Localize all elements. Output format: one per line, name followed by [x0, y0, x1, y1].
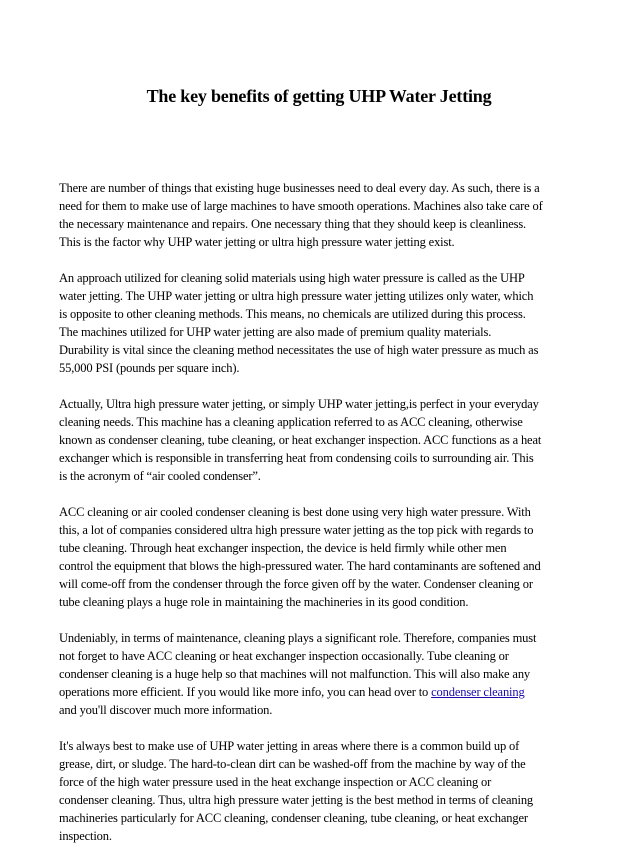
document-title: The key benefits of getting UHP Water Jetting [146, 86, 492, 106]
text-line: known as condenser cleaning, tube cleaning, or heat exchanger inspection. ACC functions as a heat [59, 433, 542, 447]
paragraph-2 [59, 269, 599, 377]
paragraph-3 [59, 395, 599, 485]
text-line: water jetting. The UHP water jetting or ultra high pressure water jetting utilizes only water, which [59, 289, 534, 303]
paragraph-1 [59, 179, 599, 251]
text-line: inspection. [59, 829, 112, 843]
text-line: Undeniably, in terms of maintenance, cleaning plays a significant role. Therefore, companies must [59, 631, 537, 645]
text-line-with-link [59, 683, 599, 701]
text-line: the necessary maintenance and repairs. One necessary thing that they should keep is cleanliness. [59, 217, 527, 231]
paragraph-4 [59, 503, 599, 611]
text-line: need for them to make use of large machines to have smooth operations. Machines also take care of [59, 199, 543, 213]
text-line: This is the factor why UHP water jetting or ultra high pressure water jetting exist. [59, 235, 455, 249]
text-line: this, a lot of companies considered ultra high pressure water jetting as the top pick with regards to [59, 523, 534, 537]
text-line: It's always best to make use of UHP water jetting in areas where there is a common build up of [59, 739, 520, 753]
text-line: ACC cleaning or air cooled condenser cleaning is best done using very high water pressure. With [59, 505, 531, 519]
text-line: Actually, Ultra high pressure water jetting, or simply UHP water jetting,is perfect in your everyday [59, 397, 539, 411]
condenser-cleaning-link[interactable]: condenser cleaning [431, 685, 525, 699]
text-line: The machines utilized for UHP water jetting are also made of premium quality materials. [59, 325, 492, 339]
text-line: control the equipment that blows the high-pressured water. The hard contaminants are softened and [59, 559, 541, 573]
text-line: condenser cleaning. Thus, ultra high pressure water jetting is the best method in terms of cleaning [59, 793, 534, 807]
text-line: is the acronym of “air cooled condenser”. [59, 469, 261, 483]
text-line: Durability is vital since the cleaning method necessitates the use of high water pressure as much as [59, 343, 539, 357]
text-line: tube cleaning. Through heat exchanger inspection, the device is held firmly while other men [59, 541, 507, 555]
text-line: An approach utilized for cleaning solid materials using high water pressure is called as the UHP [59, 271, 525, 285]
text-line: grease, dirt, or sludge. The hard-to-clean dirt can be washed-off from the machine by way of the [59, 757, 526, 771]
text-line: force of the high water pressure used in the heat exchange inspection or ACC cleaning or [59, 775, 492, 789]
paragraph-5 [59, 629, 599, 719]
text-line: condenser cleaning is a huge help so that machines will not malfunction. This will also make any [59, 667, 531, 681]
text-line: machineries particularly for ACC cleaning, condenser cleaning, tube cleaning, or heat exchanger [59, 811, 528, 825]
document-body [59, 179, 599, 863]
text-line: will come-off from the condenser through the force given off by the water. Condenser cleaning or [59, 577, 533, 591]
text-segment: operations more efficient. If you would like more info, you can head over to [59, 685, 432, 699]
text-line: There are number of things that existing huge businesses need to deal every day. As such, there is a [59, 181, 540, 195]
text-line: and you'll discover much more information. [59, 703, 273, 717]
text-line: 55,000 PSI (pounds per square inch). [59, 361, 240, 375]
paragraph-6 [59, 737, 599, 845]
text-line: exchanger which is responsible in transferring heat from condensing coils to surrounding air. This [59, 451, 534, 465]
text-line: cleaning needs. This machine has a cleaning application referred to as ACC cleaning, otherwise [59, 415, 523, 429]
text-line: tube cleaning plays a huge role in maintaining the machineries in its good condition. [59, 595, 469, 609]
text-line: not forget to have ACC cleaning or heat exchanger inspection occasionally. Tube cleaning or [59, 649, 509, 663]
text-line: is opposite to other cleaning methods. This means, no chemicals are utilized during this process. [59, 307, 526, 321]
